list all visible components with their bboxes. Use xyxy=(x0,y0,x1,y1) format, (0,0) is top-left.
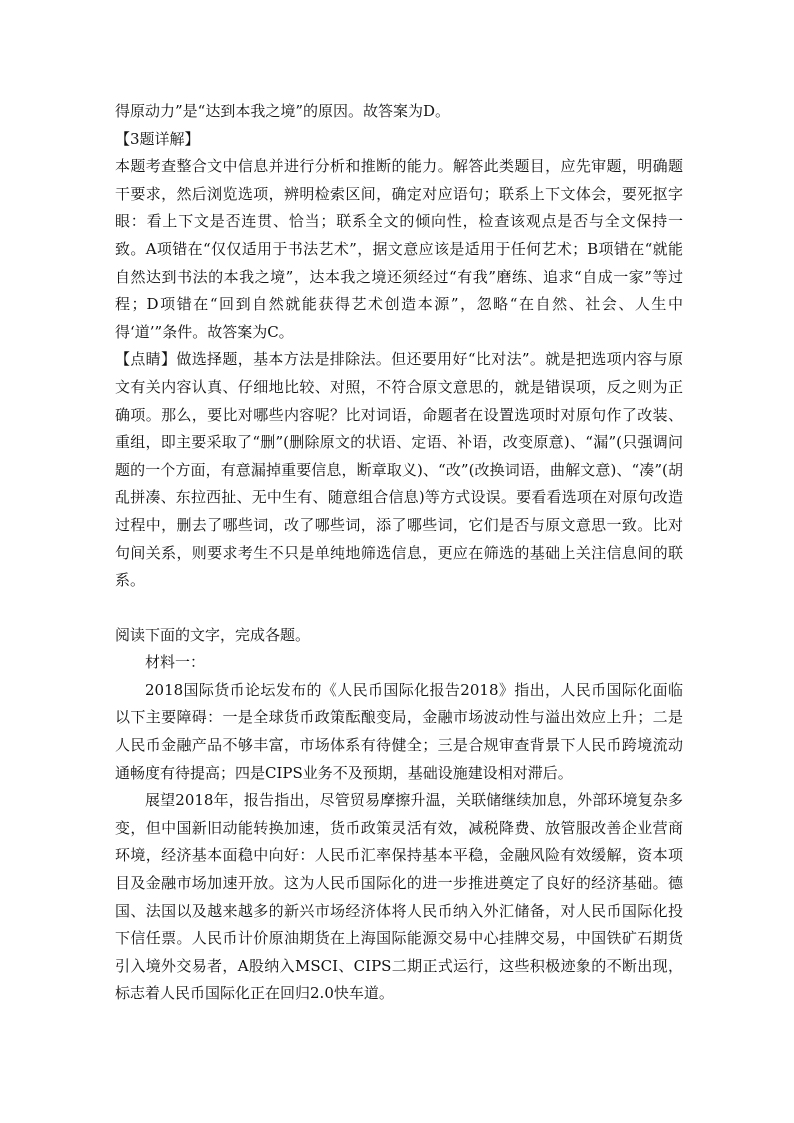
answer-conclusion: 得原动力”是“达到本我之境”的原因。故答案为D。 xyxy=(115,102,451,120)
material-paragraph-2: 展望2018年，报告指出，尽管贸易摩擦升温，关联储继续加息，外部环境复杂多变，但中国新旧动能转换加速，货币政策灵活有效，减税降费、放管服改善企业营商环境，经济基本面稳中向好：人民币汇率保持基本平稳，金融风险有效缓解，资本项目及金融市场加速开放。这为人民币国际化的进一步推进奠定了良好的经济基础。德国、法国以及越来越多的新兴市场经济体将人民币纳入外汇储备，对人民币国际化投下信任票。人民币计价原油期货在上海国际能源交易中心挂牌交易，中国铁矿石期货引入境外交易者，A股纳入MSCI、CIPS二期正式运行，这些积极迹象的不断出现，标志着人民币国际化正在回归2.0快车道。 xyxy=(115,791,683,1003)
tip-paragraph: 【点睛】做选择题，基本方法是排除法。但还要用好“比对法”。就是把选项内容与原文有关内容认真、仔细地比较、对照，不符合原文意思的，就是错误项，反之则为正确项。那么，要比对哪些内容呢？比对词语，命题者在设置选项时对原句作了改装、重组，即主要采取了“删”(删除原文的状语、定语、补语，改变原意)、“漏”(只强调问题的一个方面，有意漏掉重要信息，断章取义)、“改”(改换词语，曲解文意)、“凑”(胡乱拼凑、东拉西扯、无中生有、随意组合信息)等方式设误。要看看选项在对原句改造过程中，删去了哪些词，改了哪些词，添了哪些词，它们是否与原文意思一致。比对句间关系，则要求考生不只是单纯地筛选信息，更应在筛选的基础上关注信息间的联系。 xyxy=(115,350,683,590)
section-heading-q3: 【3题详解】 xyxy=(115,129,200,148)
paragraph-gap xyxy=(115,595,683,622)
document-page xyxy=(115,98,683,1008)
reading-instruction: 阅读下面的文字，完成各题。 xyxy=(115,625,311,644)
material-paragraph-1: 2018国际货币论坛发布的《人民币国际化报告2018》指出，人民币国际化面临以下主要障碍：一是全球货币政策酝酿变局，金融市场波动性与溢出效应上升；二是人民币金融产品不够丰富，市场体系有待健全；三是合规审查背景下人民币跨境流动通畅度有待提高；四是CIPS业务不及预期，基础设施建设相对滞后。 xyxy=(115,680,683,782)
material-label: 材料一： xyxy=(145,653,206,672)
explanation-q3: 本题考查整合文中信息并进行分析和推断的能力。解答此类题目，应先审题，明确题干要求，然后浏览选项，辨明检索区间，确定对应语句；联系上下文体会，要死抠字眼：看上下文是否连贯、恰当；联系全文的倾向性，检查该观点是否与全文保持一致。A项错在“仅仅适用于书法艺术”，据文意应该是适用于任何艺术；B项错在“就能自然达到书法的本我之境”，达本我之境还须经过“有我”磨练、追求“自成一家”等过程；D项错在“回到自然就能获得艺术创造本源”，忽略“在自然、社会、人生中得‘道’”条件。故答案为C。 xyxy=(115,157,683,341)
